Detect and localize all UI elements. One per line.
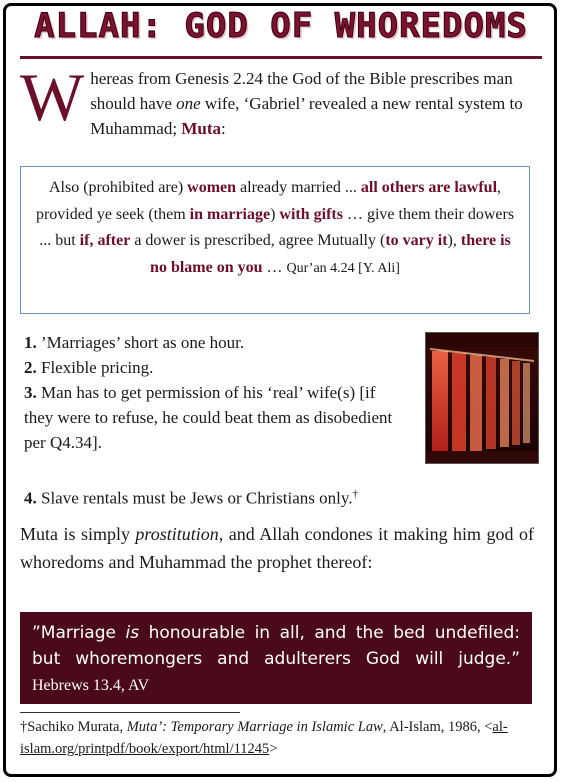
muta-term: Muta	[181, 119, 221, 138]
conclusion-text: Muta is simply	[20, 524, 136, 544]
quote-text: …	[262, 258, 287, 276]
title-underline	[20, 56, 542, 59]
intro-text-2: wife, ‘Gabriel’ revealed a new rental system to Muhammad;	[90, 94, 523, 138]
drop-cap: W	[20, 59, 85, 135]
list-text: Slave rentals must be Jews or Christians only.	[36, 488, 353, 508]
hebrews-quote-banner	[20, 612, 532, 704]
quote-text: ),	[447, 232, 461, 249]
list-number: 4.	[24, 488, 37, 508]
red-light-window-photo	[425, 332, 539, 464]
list-number: 1.	[24, 333, 37, 352]
quote-highlight: all others are lawful	[360, 179, 498, 196]
list-number: 3.	[24, 383, 37, 402]
footnote-text: , Al-Islam, 1986, <	[382, 719, 493, 735]
footnote-marker: †	[352, 488, 358, 500]
intro-paragraph	[20, 59, 532, 141]
quote-text: already married ...	[236, 179, 361, 196]
quote-text: , provided ye seek (them	[35, 179, 502, 223]
quote-highlight: with gifts	[279, 205, 343, 223]
hebrews-text: ”Marriage	[32, 623, 126, 643]
conclusion-text: , and Allah condones it making him god of whoredoms and Muhammad the prophet thereof:	[20, 524, 534, 572]
footnote-book-title: Muta’: Temporary Marriage in Islamic Law	[126, 719, 383, 735]
quote-text: Also (prohibited are)	[48, 179, 188, 196]
intro-emphasis: one	[176, 94, 201, 113]
intro-colon: :	[221, 119, 226, 138]
storefront-image	[426, 333, 538, 463]
quote-highlight: there is no blame on you	[150, 232, 511, 276]
page-title: ALLAH: GOD OF WHOREDOMS	[34, 6, 528, 46]
list-text: Flexible pricing.	[36, 358, 154, 377]
quote-text: … give them their dowers ... but	[39, 205, 515, 249]
hebrews-reference: Hebrews 13.4, AV	[32, 677, 150, 694]
quran-quote-box	[20, 166, 530, 314]
conclusion-paragraph	[20, 520, 534, 576]
conclusion-emphasis: prostitution	[135, 524, 219, 544]
hebrews-text: honourable in all, and the bed undefiled: but whoremongers and adulterers God will judge.”	[32, 623, 520, 669]
quote-highlight: women	[187, 179, 237, 196]
quote-text: a dower is prescribed, agree Mutually (	[130, 232, 386, 249]
list-text: ’Marriages’ short as one hour.	[36, 333, 245, 352]
list-number: 2.	[24, 358, 37, 377]
list-item	[24, 380, 404, 455]
quote-reference: Qur’an 4.24 [Y. Ali]	[286, 260, 400, 276]
footnote-text: †Sachiko Murata,	[20, 719, 127, 735]
footnote-link[interactable]: al-islam.org/printpdf/book/export/html/11245	[20, 719, 508, 757]
hebrews-emphasis: is	[125, 623, 140, 643]
list-item	[24, 482, 534, 511]
quote-highlight: to vary it	[385, 232, 448, 249]
list-item	[24, 355, 404, 380]
quote-highlight: if, after	[79, 232, 131, 249]
muta-rules-list	[24, 330, 404, 455]
list-item	[24, 330, 404, 355]
quote-highlight: in marriage	[189, 205, 271, 223]
footnote-divider	[20, 712, 240, 713]
intro-text-1: hereas from Genesis 2.24 the God of the Bible prescribes man should have	[90, 69, 513, 113]
footnote-text: >	[269, 741, 278, 757]
footnote	[20, 716, 534, 760]
quote-text: )	[270, 205, 280, 223]
list-text: Man has to get permission of his ‘real’ wife(s) [if they were to refuse, he could beat them as disobedient per Q4.34].	[24, 383, 393, 452]
